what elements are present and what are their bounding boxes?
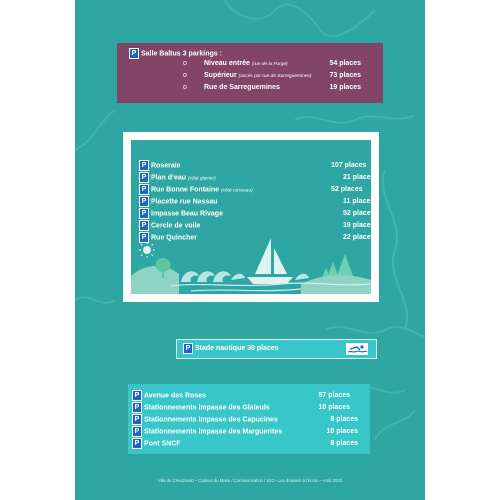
parking-icon: P (139, 196, 149, 207)
parking-count: 19 places (343, 222, 375, 229)
parking-count: 21 places (343, 174, 375, 181)
parking-name: Plan d’eau (151, 174, 187, 182)
parking-icon: P (139, 208, 149, 219)
lakeside-row (139, 184, 379, 195)
parking-icon: P (183, 343, 193, 354)
parking-count: 52 places (343, 210, 375, 217)
parking-count: 8 places (330, 440, 358, 447)
parking-count: 52 places (331, 186, 363, 193)
parking-count: 107 places (331, 162, 367, 169)
document-page (75, 0, 425, 500)
parking-note: (côté glacier) (187, 176, 216, 182)
parking-name: Rue de Sarreguemines (204, 84, 280, 91)
parking-name-wrap (132, 438, 181, 449)
parking-name: Avenue des Roses (144, 392, 206, 400)
lakeside-row (139, 160, 379, 171)
sailboat-icon (247, 238, 293, 284)
parking-name: Placette rue Nassau (151, 198, 218, 206)
parking-count: 8 places (330, 416, 358, 423)
hill-shape (131, 266, 179, 294)
parking-count: 73 places (329, 72, 361, 79)
parking-icon: P (139, 172, 149, 183)
parking-count: 10 places (326, 428, 358, 435)
parking-count: 57 places (318, 392, 350, 399)
other-row (128, 390, 370, 401)
baltus-title (129, 48, 222, 59)
parking-name: Pont SNCF (144, 440, 181, 448)
stade-nautique-box (176, 339, 377, 359)
parking-count: 19 places (329, 84, 361, 91)
tree-icon (156, 258, 171, 272)
other-row (128, 402, 370, 413)
parking-count: 10 places (318, 404, 350, 411)
lakeside-row (139, 208, 379, 219)
parking-icon: P (132, 402, 142, 413)
bullet: o (183, 84, 187, 91)
swimmer-icon (346, 343, 368, 355)
other-row (128, 426, 370, 437)
other-parkings-box (128, 384, 370, 454)
parking-name: Cercle de voile (151, 222, 201, 230)
parking-count: 54 places (329, 60, 361, 67)
baltus-row (117, 59, 383, 69)
other-row (128, 438, 370, 449)
parking-name-wrap (132, 402, 270, 413)
parking-name: Stationnements impasse des Glaïeuls (144, 404, 270, 412)
lakeside-panel (131, 140, 375, 294)
parking-name-wrap (132, 414, 278, 425)
wave-icons (181, 271, 231, 282)
parking-icon: P (139, 160, 149, 171)
parking-name: Stationnements impasse des Capucines (144, 416, 278, 424)
parking-icon: P (132, 390, 142, 401)
parking-icon: P (132, 414, 142, 425)
parking-name: Impasse Beau Rivage (151, 210, 223, 218)
bullet: o (183, 72, 187, 79)
baltus-row (117, 71, 383, 81)
lakeside-row (139, 172, 379, 183)
baltus-title-text: Salle Baltus 3 parkings : (141, 50, 222, 58)
stade-label (183, 340, 279, 358)
page-footer: Ville de Creutzwald – Cabinet du Maire / Communication / S2C– Les dossiers à l’écran – Août 2022 (157, 478, 343, 483)
parking-count: 22 places (343, 234, 375, 241)
salle-baltus-box (117, 43, 383, 103)
sun-icon (139, 242, 155, 258)
parking-name: Rue Quincher (151, 234, 197, 242)
parking-name: Niveau entrée (rue de la Forge) (204, 60, 288, 67)
lake-scene-illustration (131, 224, 371, 294)
parking-icon: P (129, 48, 139, 59)
other-row (128, 414, 370, 425)
parking-icon: P (139, 220, 149, 231)
parking-count: 11 places (343, 198, 375, 205)
parking-name: Stationnements impasse des Marguerites (144, 428, 283, 436)
lakeside-box (123, 132, 379, 302)
parking-name: Supérieur (accès par rue de Sarreguemines) (204, 72, 312, 79)
parking-icon: P (132, 438, 142, 449)
parking-name-wrap (132, 390, 206, 401)
parking-icon: P (139, 232, 149, 243)
lakeside-row (139, 196, 379, 207)
baltus-row (117, 83, 383, 93)
parking-icon: P (132, 426, 142, 437)
bullet: o (183, 60, 187, 67)
parking-name: Rue Bonne Fontaine (151, 186, 220, 194)
parking-name-wrap (132, 426, 282, 437)
parking-name: Roseraie (151, 162, 181, 170)
parking-note: (côté ruisseau) (221, 188, 253, 194)
parking-icon: P (139, 184, 149, 195)
stade-text: Stade nautique 30 places (195, 345, 279, 352)
